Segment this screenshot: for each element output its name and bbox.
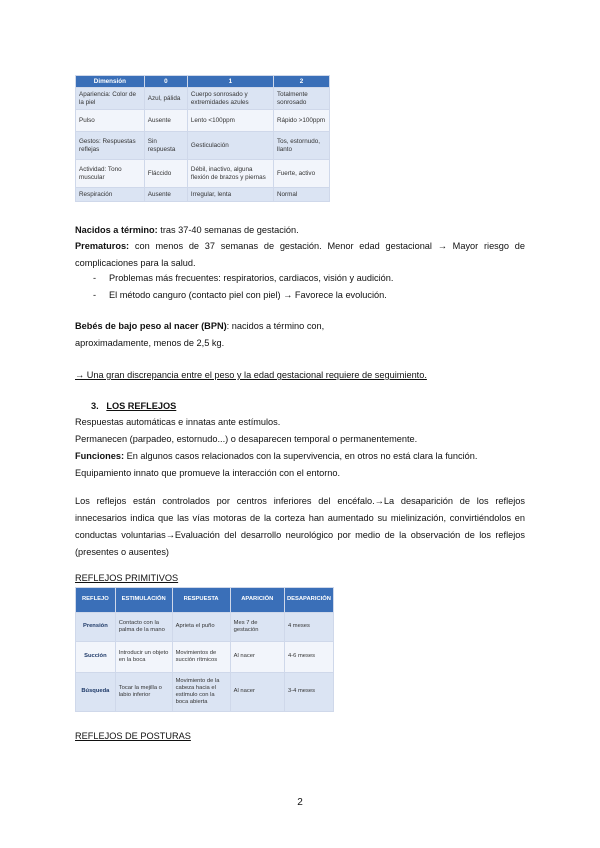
table-cell: Introducir un objeto en la boca <box>115 642 172 673</box>
bpn-label: Bebés de bajo peso al nacer (BPN) <box>75 321 227 331</box>
table-row <box>76 110 330 132</box>
posture-reflexes-heading: REFLEJOS DE POSTURAS <box>75 731 191 741</box>
header-cell: 1 <box>187 76 273 88</box>
table-cell: Movimiento de la cabeza hacia el estímulo con la boca abierta <box>172 673 230 712</box>
term-text: tras 37-40 semanas de gestación. <box>157 225 299 235</box>
table-cell: Irregular, lenta <box>187 188 273 202</box>
table-cell: 4-6 meses <box>284 642 333 673</box>
primitive-reflexes-table <box>75 587 334 712</box>
table-cell: Lento <100ppm <box>187 110 273 132</box>
table-cell: Pulso <box>76 110 145 132</box>
premature-text: con menos de 37 semanas de gestación. Menor edad gestacional → Mayor riesgo de complicaciones para la salud. <box>75 241 525 268</box>
section-heading <box>91 398 391 415</box>
table-row <box>76 642 334 673</box>
table-cell: Mes 7 de gestación <box>230 613 284 642</box>
dash-marker: - <box>93 273 97 283</box>
header-cell: REFLEJO <box>76 588 116 613</box>
header-cell: Dimensión <box>76 76 145 88</box>
equipment-line: Equipamiento innato que promueve la interacción con el entorno. <box>75 468 341 478</box>
bullet-text: El método canguro (contacto piel con piel) → Favorece la evolución. <box>109 290 387 300</box>
table-row <box>76 673 334 712</box>
table-cell: Apariencia: Color de la piel <box>76 88 145 110</box>
table-cell: Contacto con la palma de la mano <box>115 613 172 642</box>
table-row <box>76 613 334 642</box>
table-cell: Azul, pálida <box>144 88 187 110</box>
reflex-line: Respuestas automáticas e innatas ante estímulos. <box>75 417 281 427</box>
bullet-item <box>93 270 393 287</box>
table-row <box>76 132 330 160</box>
term-label: Nacidos a término: <box>75 225 158 235</box>
page-number: 2 <box>297 797 303 808</box>
table-cell: Ausente <box>144 110 187 132</box>
discrepancy-note: → Una gran discrepancia entre el peso y la edad gestacional requiere de seguimiento. <box>75 370 427 380</box>
table-cell: Gestos: Respuestas reflejas <box>76 132 145 160</box>
functions-label: Funciones: <box>75 451 125 461</box>
table-cell: 3-4 meses <box>284 673 333 712</box>
table-cell: Fuerte, activo <box>273 160 329 188</box>
bpn-line2: aproximadamente, menos de 2,5 kg. <box>75 338 225 348</box>
header-cell: ESTIMULACIÓN <box>115 588 172 613</box>
table-cell: Tos, estornudo, llanto <box>273 132 329 160</box>
reflex-line: Permanecen (parpadeo, estornudo...) o desaparecen temporal o permanentemente. <box>75 434 418 444</box>
table-cell: 4 meses <box>284 613 333 642</box>
table-cell: Fláccido <box>144 160 187 188</box>
header-cell: RESPUESTA <box>172 588 230 613</box>
bullet-text: Problemas más frecuentes: respiratorios, cardiacos, visión y audición. <box>109 273 394 283</box>
table-row <box>76 160 330 188</box>
table-cell: Al nacer <box>230 673 284 712</box>
table-cell: Aprieta el puño <box>172 613 230 642</box>
table-cell: Prensión <box>76 613 116 642</box>
dash-marker: - <box>93 290 97 300</box>
premature-label: Prematuros: <box>75 241 130 251</box>
table-cell: Normal <box>273 188 329 202</box>
table-cell: Totalmente sonrosado <box>273 88 329 110</box>
table-header-row <box>76 76 330 88</box>
premature-paragraph <box>75 238 525 272</box>
table-row <box>76 88 330 110</box>
bpn-paragraph <box>75 318 525 352</box>
section-number: 3. <box>91 401 99 411</box>
reflex-intro <box>75 414 525 482</box>
term-paragraph <box>75 222 525 239</box>
table-cell: Gesticulación <box>187 132 273 160</box>
table-cell: Al nacer <box>230 642 284 673</box>
header-cell: DESAPARICIÓN <box>284 588 333 613</box>
functions-text: En algunos casos relacionados con la supervivencia, en otros no está clara la función. <box>124 451 478 461</box>
table-cell: Actividad: Tono muscular <box>76 160 145 188</box>
table-cell: Búsqueda <box>76 673 116 712</box>
table-cell: Tocar la mejilla o labio inferior <box>115 673 172 712</box>
section-title: LOS REFLEJOS <box>106 401 177 411</box>
bpn-line1: : nacidos a término con, <box>226 321 325 331</box>
table-cell: Débil, inactivo, alguna flexión de brazos y piernas <box>187 160 273 188</box>
table-cell: Movimientos de succión rítmicos <box>172 642 230 673</box>
table-cell: Succión <box>76 642 116 673</box>
header-cell: 2 <box>273 76 329 88</box>
control-paragraph: Los reflejos están controlados por centros inferiores del encéfalo.→La desaparición de los reflejos innecesarios indica que las vías motoras de la corteza han aumentado su mielinización, convirtiéndolos en conductas voluntarias→Evaluación del desarrollo neurológico por medio de la observación de los reflejos (presentes o ausentes) <box>75 496 525 557</box>
table-cell: Respiración <box>76 188 145 202</box>
apgar-table <box>75 75 330 202</box>
table-cell: Ausente <box>144 188 187 202</box>
table-cell: Cuerpo sonrosado y extremidades azules <box>187 88 273 110</box>
table-row <box>76 188 330 202</box>
header-cell: 0 <box>144 76 187 88</box>
table-header-row <box>76 588 334 613</box>
table-cell: Sin respuesta <box>144 132 187 160</box>
primitive-reflexes-heading: REFLEJOS PRIMITIVOS <box>75 573 179 583</box>
table-cell: Rápido >100ppm <box>273 110 329 132</box>
header-cell: APARICIÓN <box>230 588 284 613</box>
bullet-item <box>93 287 387 304</box>
